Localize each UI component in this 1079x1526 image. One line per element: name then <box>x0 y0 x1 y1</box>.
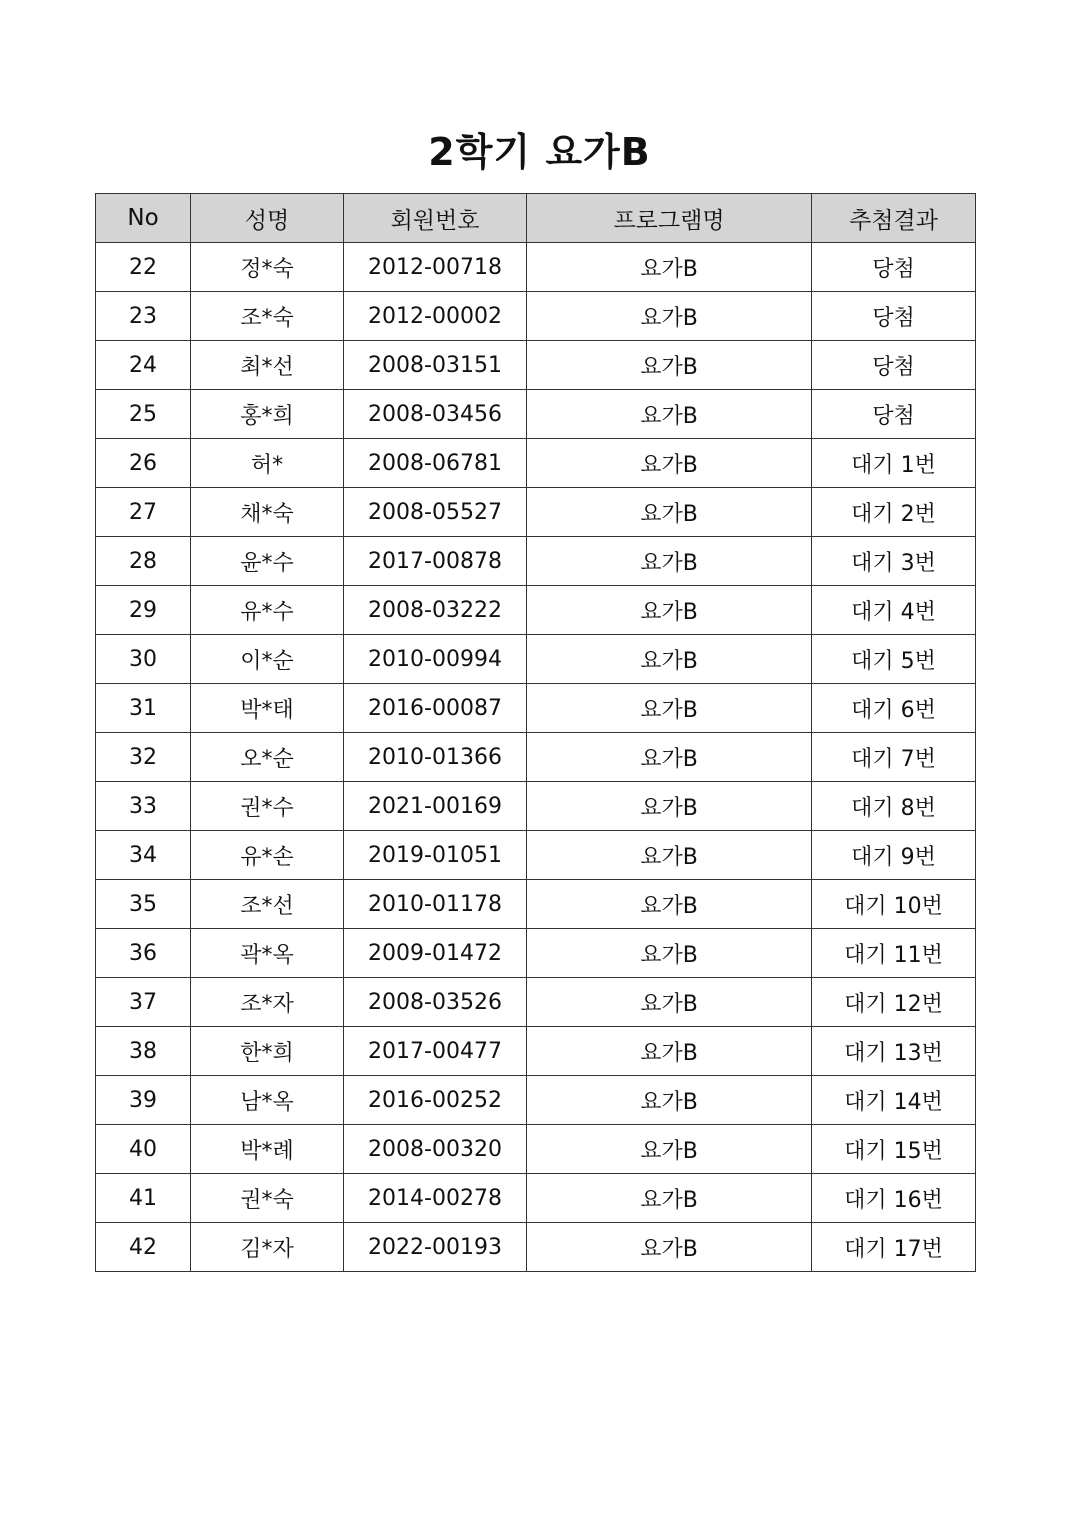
cell-program: 요가B <box>527 1223 812 1272</box>
cell-result: 대기 3번 <box>812 537 976 586</box>
cell-name: 홍*희 <box>191 390 344 439</box>
cell-result: 대기 9번 <box>812 831 976 880</box>
cell-name: 이*순 <box>191 635 344 684</box>
cell-name: 박*태 <box>191 684 344 733</box>
column-header-program: 프로그램명 <box>527 194 812 243</box>
column-header-name: 성명 <box>191 194 344 243</box>
cell-name: 채*숙 <box>191 488 344 537</box>
cell-member-number: 2008-03456 <box>344 390 527 439</box>
cell-result: 대기 16번 <box>812 1174 976 1223</box>
lottery-results-table <box>95 193 976 1272</box>
cell-no: 30 <box>96 635 191 684</box>
cell-member-number: 2010-01178 <box>344 880 527 929</box>
cell-name: 조*자 <box>191 978 344 1027</box>
cell-no: 26 <box>96 439 191 488</box>
cell-name: 권*숙 <box>191 1174 344 1223</box>
cell-no: 22 <box>96 243 191 292</box>
cell-program: 요가B <box>527 488 812 537</box>
table-row <box>96 635 976 684</box>
cell-no: 39 <box>96 1076 191 1125</box>
cell-member-number: 2010-00994 <box>344 635 527 684</box>
cell-name: 한*희 <box>191 1027 344 1076</box>
cell-member-number: 2008-03526 <box>344 978 527 1027</box>
cell-member-number: 2009-01472 <box>344 929 527 978</box>
cell-result: 대기 6번 <box>812 684 976 733</box>
cell-program: 요가B <box>527 1174 812 1223</box>
cell-program: 요가B <box>527 586 812 635</box>
cell-no: 25 <box>96 390 191 439</box>
cell-member-number: 2008-03222 <box>344 586 527 635</box>
cell-result: 대기 4번 <box>812 586 976 635</box>
cell-member-number: 2017-00477 <box>344 1027 527 1076</box>
table-row <box>96 880 976 929</box>
cell-name: 유*수 <box>191 586 344 635</box>
table-row <box>96 488 976 537</box>
cell-program: 요가B <box>527 341 812 390</box>
cell-program: 요가B <box>527 1027 812 1076</box>
cell-name: 김*자 <box>191 1223 344 1272</box>
cell-result: 당첨 <box>812 390 976 439</box>
cell-program: 요가B <box>527 243 812 292</box>
cell-result: 당첨 <box>812 292 976 341</box>
column-header-result: 추첨결과 <box>812 194 976 243</box>
cell-no: 33 <box>96 782 191 831</box>
cell-name: 조*선 <box>191 880 344 929</box>
table-row <box>96 390 976 439</box>
cell-no: 29 <box>96 586 191 635</box>
cell-result: 대기 17번 <box>812 1223 976 1272</box>
cell-program: 요가B <box>527 292 812 341</box>
cell-result: 당첨 <box>812 243 976 292</box>
table-row <box>96 1125 976 1174</box>
column-header-member-number: 회원번호 <box>344 194 527 243</box>
cell-program: 요가B <box>527 978 812 1027</box>
cell-program: 요가B <box>527 439 812 488</box>
cell-no: 28 <box>96 537 191 586</box>
table-row <box>96 733 976 782</box>
cell-result: 대기 10번 <box>812 880 976 929</box>
cell-no: 38 <box>96 1027 191 1076</box>
cell-program: 요가B <box>527 1125 812 1174</box>
cell-name: 오*순 <box>191 733 344 782</box>
table-row <box>96 1174 976 1223</box>
cell-name: 윤*수 <box>191 537 344 586</box>
cell-member-number: 2016-00252 <box>344 1076 527 1125</box>
cell-member-number: 2014-00278 <box>344 1174 527 1223</box>
cell-no: 40 <box>96 1125 191 1174</box>
cell-name: 최*선 <box>191 341 344 390</box>
table-header <box>96 194 976 243</box>
cell-no: 42 <box>96 1223 191 1272</box>
cell-no: 37 <box>96 978 191 1027</box>
cell-program: 요가B <box>527 880 812 929</box>
cell-no: 32 <box>96 733 191 782</box>
cell-no: 24 <box>96 341 191 390</box>
cell-member-number: 2008-05527 <box>344 488 527 537</box>
cell-program: 요가B <box>527 390 812 439</box>
page-title: 2학기 요가B <box>428 130 651 175</box>
cell-result: 대기 2번 <box>812 488 976 537</box>
table-row <box>96 586 976 635</box>
cell-member-number: 2022-00193 <box>344 1223 527 1272</box>
cell-member-number: 2008-00320 <box>344 1125 527 1174</box>
table-row <box>96 1076 976 1125</box>
cell-program: 요가B <box>527 782 812 831</box>
cell-result: 대기 14번 <box>812 1076 976 1125</box>
cell-name: 허* <box>191 439 344 488</box>
cell-result: 대기 5번 <box>812 635 976 684</box>
cell-member-number: 2012-00002 <box>344 292 527 341</box>
cell-member-number: 2008-03151 <box>344 341 527 390</box>
cell-member-number: 2019-01051 <box>344 831 527 880</box>
table-row <box>96 684 976 733</box>
header-row <box>96 194 976 243</box>
cell-no: 31 <box>96 684 191 733</box>
cell-no: 27 <box>96 488 191 537</box>
cell-name: 곽*옥 <box>191 929 344 978</box>
cell-program: 요가B <box>527 733 812 782</box>
cell-member-number: 2012-00718 <box>344 243 527 292</box>
cell-member-number: 2008-06781 <box>344 439 527 488</box>
cell-no: 34 <box>96 831 191 880</box>
cell-name: 남*옥 <box>191 1076 344 1125</box>
cell-program: 요가B <box>527 684 812 733</box>
cell-name: 조*숙 <box>191 292 344 341</box>
cell-result: 대기 8번 <box>812 782 976 831</box>
table-row <box>96 243 976 292</box>
cell-no: 23 <box>96 292 191 341</box>
table-row <box>96 1223 976 1272</box>
column-header-no: No <box>96 194 191 243</box>
cell-program: 요가B <box>527 635 812 684</box>
table-row <box>96 439 976 488</box>
table-row <box>96 1027 976 1076</box>
table-row <box>96 978 976 1027</box>
cell-program: 요가B <box>527 929 812 978</box>
cell-name: 정*숙 <box>191 243 344 292</box>
cell-member-number: 2021-00169 <box>344 782 527 831</box>
table-row <box>96 831 976 880</box>
cell-name: 권*수 <box>191 782 344 831</box>
cell-member-number: 2017-00878 <box>344 537 527 586</box>
table-row <box>96 929 976 978</box>
table-row <box>96 537 976 586</box>
cell-program: 요가B <box>527 831 812 880</box>
cell-program: 요가B <box>527 1076 812 1125</box>
cell-result: 대기 15번 <box>812 1125 976 1174</box>
cell-result: 대기 1번 <box>812 439 976 488</box>
cell-result: 대기 7번 <box>812 733 976 782</box>
cell-no: 35 <box>96 880 191 929</box>
cell-member-number: 2010-01366 <box>344 733 527 782</box>
table-row <box>96 292 976 341</box>
cell-result: 대기 11번 <box>812 929 976 978</box>
cell-no: 36 <box>96 929 191 978</box>
cell-member-number: 2016-00087 <box>344 684 527 733</box>
table-body <box>96 243 976 1272</box>
table-row <box>96 341 976 390</box>
cell-result: 대기 12번 <box>812 978 976 1027</box>
table-row <box>96 782 976 831</box>
cell-no: 41 <box>96 1174 191 1223</box>
cell-name: 유*손 <box>191 831 344 880</box>
cell-result: 당첨 <box>812 341 976 390</box>
cell-program: 요가B <box>527 537 812 586</box>
cell-result: 대기 13번 <box>812 1027 976 1076</box>
cell-name: 박*례 <box>191 1125 344 1174</box>
